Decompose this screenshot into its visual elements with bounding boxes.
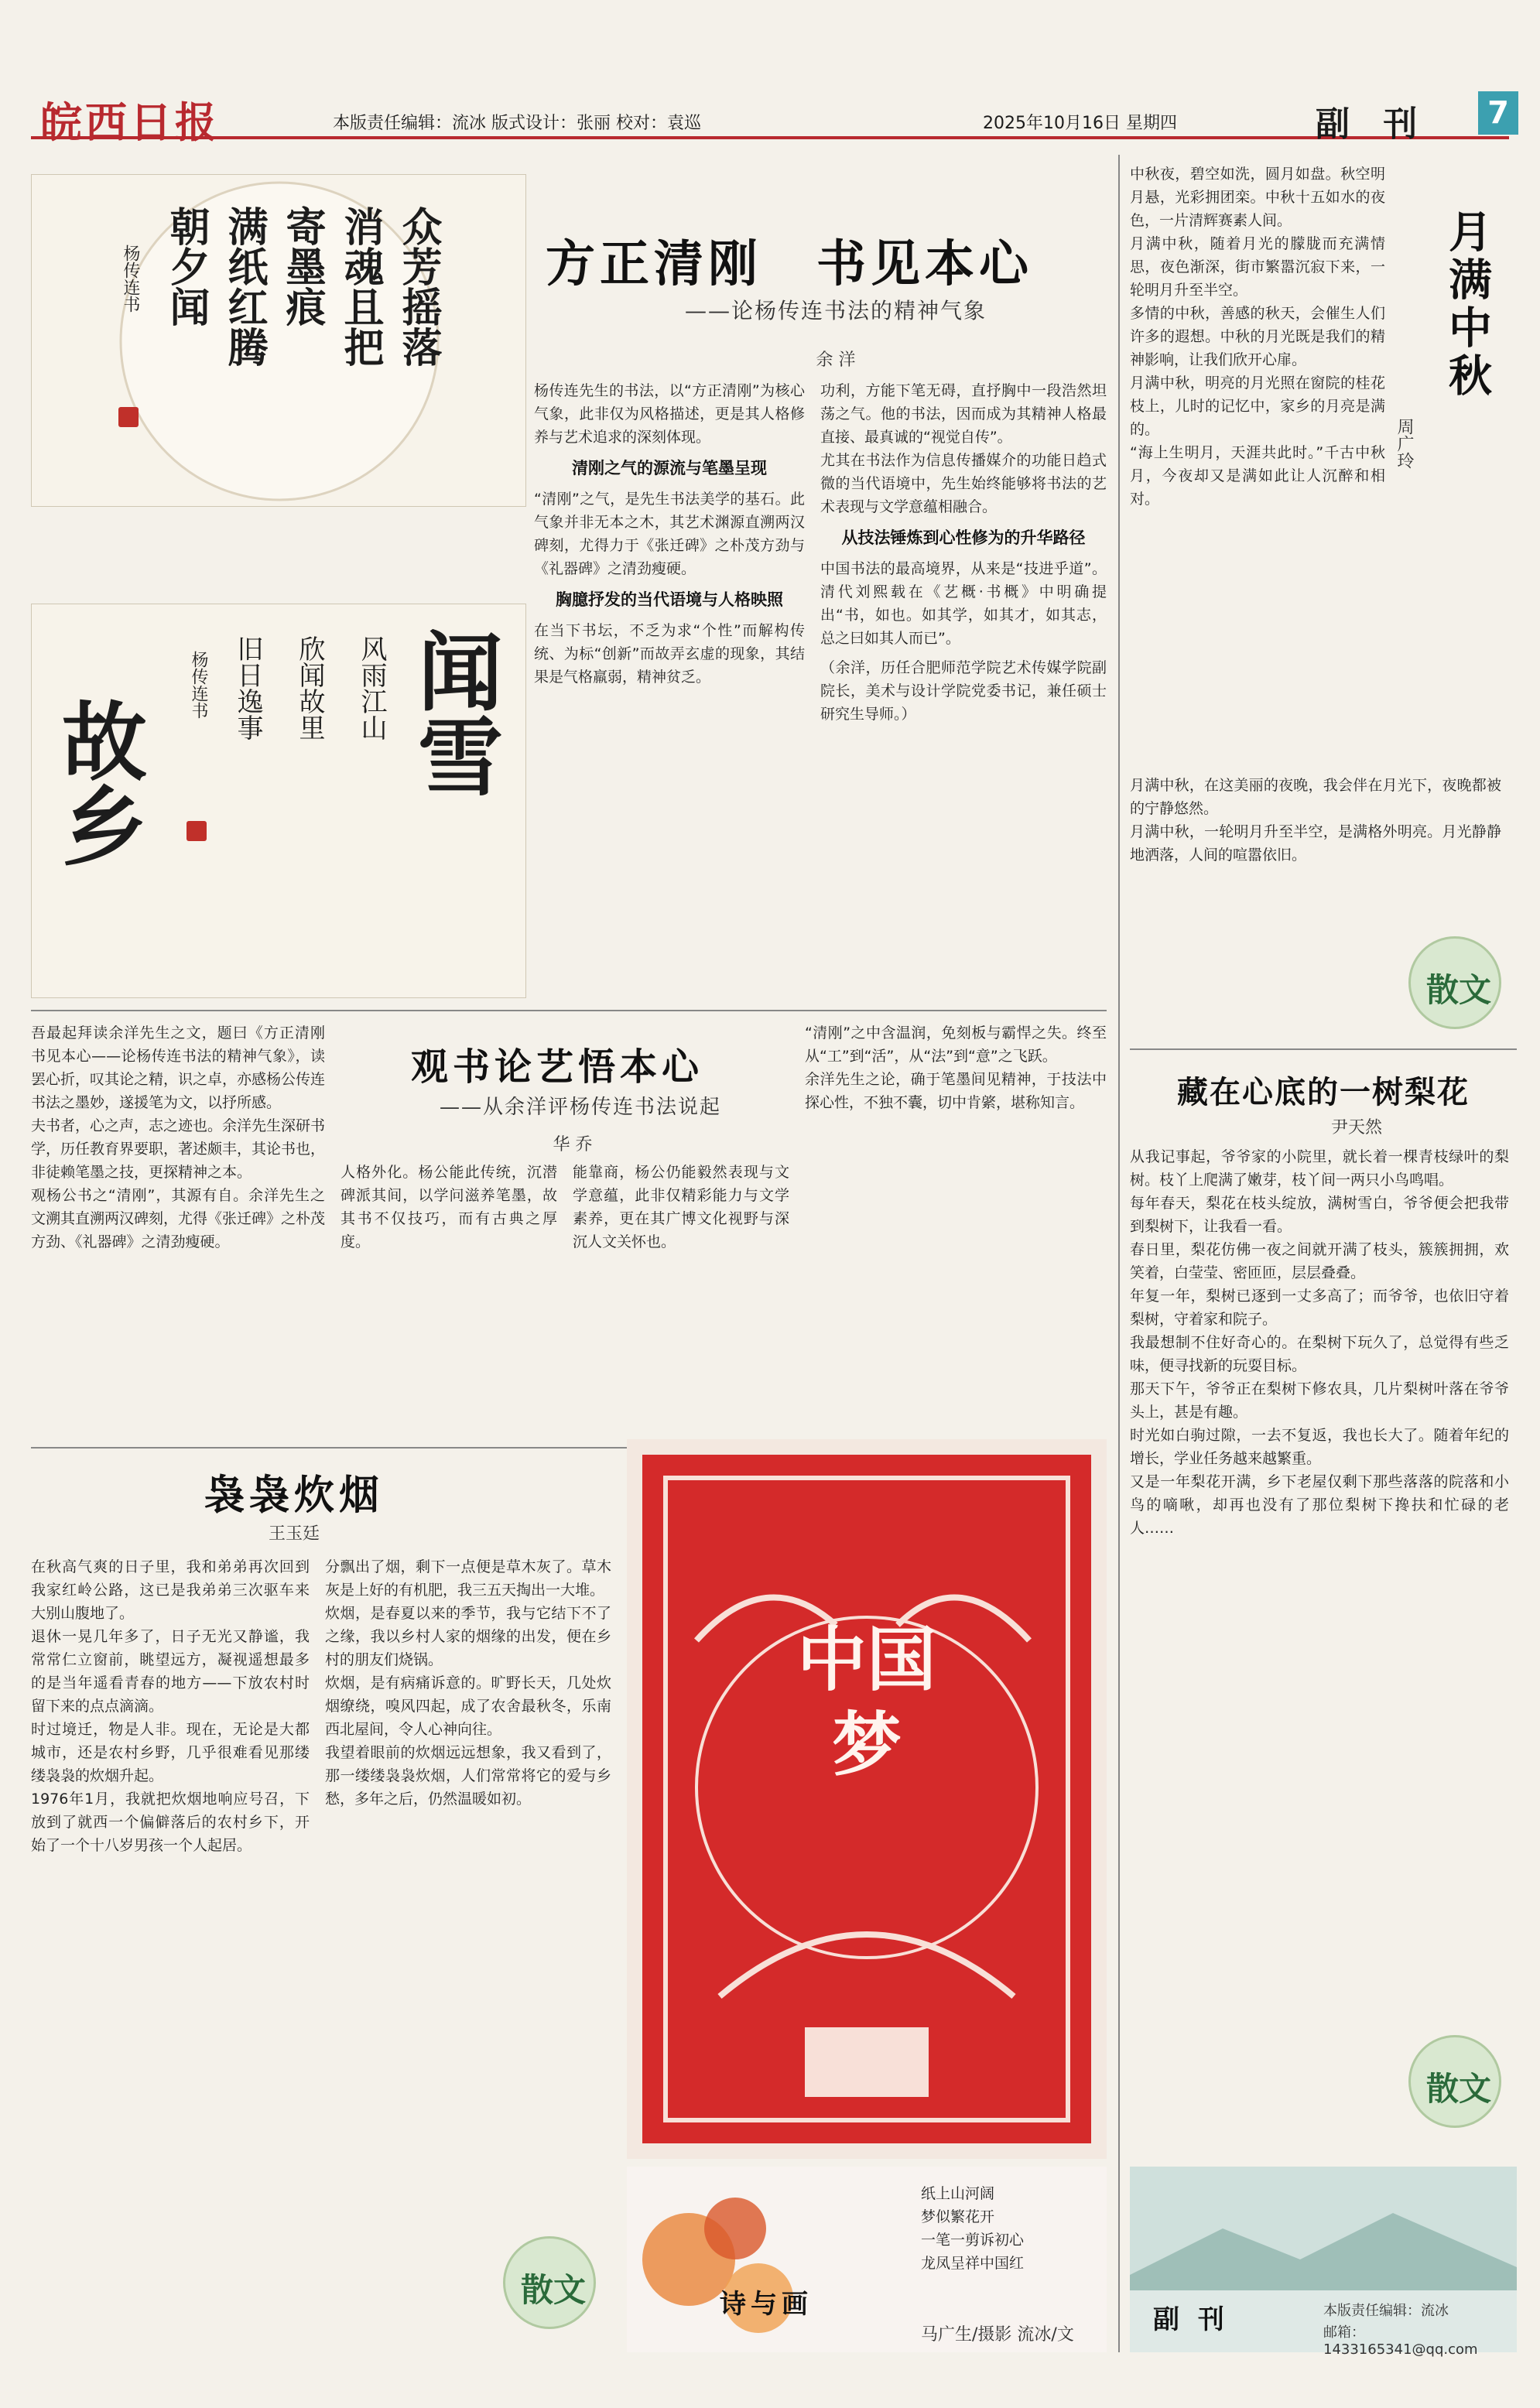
essay-badge — [503, 2236, 596, 2329]
newspaper-logo: 皖西日报 — [40, 97, 220, 147]
paragraph: 吾最起拜读余洋先生之文，题曰《方正清刚 书见本心——论杨传连书法的精神气象》，读罢心折，叹其论之精，识之卓，亦感杨公传连书法之墨妙，遂援笔为文，以抒所感。 — [31, 1024, 341, 1111]
paragraph: 月满中秋，在这美丽的夜晚，我会伴在月光下，夜晚都被的宁静悠然。 — [1130, 777, 1501, 817]
landscape-decoration — [1130, 2167, 1517, 2290]
calligraphy-line: 满纸红腾 — [221, 206, 268, 367]
column-divider — [1118, 155, 1120, 2352]
footer-section-label: 副 刊 — [1153, 2304, 1229, 2335]
paragraph: 在当下书坛，不乏为求“个性”而解构传统、为标“创新”而故弄玄虚的现象，其结果是气格羸弱，精神贫乏。 — [534, 622, 805, 686]
calligraphy-line: 寄墨痕 — [279, 206, 326, 327]
paragraph: 在秋高气爽的日子里，我和弟弟再次回到我家红岭公路，这已是我弟弟三次驱车来大别山腹地了。 — [31, 1558, 310, 1622]
calligraphy-signature: 杨传连书 — [189, 651, 208, 719]
section-heading: 清刚之气的源流与笔墨呈现 — [572, 459, 767, 477]
poem-line: 纸上山河阔 — [921, 2185, 995, 2202]
paragraph: 又是一年梨花开满，乡下老屋仅剩下那些落落的院落和小鸟的嘀啾，却再也没有了那位梨树下搀扶和忙碌的老人…… — [1130, 1473, 1509, 1537]
footer-email: 邮箱：1433165341@qq.com — [1323, 2324, 1478, 2358]
paragraph: “清刚”之中含温润，免刻板与霸悍之失。终至从“工”到“活”，从“法”到“意”之飞跃。 — [805, 1024, 1107, 1065]
paragraph: 炊烟，是有病痛诉意的。旷野长天，几处炊烟缭绕，嗅风四起，成了农舍最秋冬，乐南西北屋间，令人心神向往。 — [325, 1674, 611, 1738]
poem-line: 梦似繁花开 — [921, 2208, 995, 2225]
article-author: 尹天然 — [1331, 1118, 1383, 1137]
paragraph: 杨传连先生的书法，以“方正清刚”为核心气象，此非仅为风格描述，更是其人格修养与艺术追求的深刻体现。 — [534, 382, 805, 446]
section-title: 副 刊 — [1316, 104, 1429, 144]
paragraph: 炊烟，是春夏以来的季节，我与它结下不了之缘，我以乡村人家的烟缘的出发，便在乡村的朋友们烧锅。 — [325, 1605, 611, 1668]
paragraph: 余洋先生之论，确于笔墨间见精神，于技法中探心性，不独不囊，切中肯綮，堪称知言。 — [805, 1071, 1107, 1111]
article-title: 方正清刚 书见本心 — [546, 235, 1033, 293]
masthead — [31, 85, 1509, 147]
poem-line: 龙凤呈祥中国红 — [921, 2255, 1025, 2272]
article-title: 藏在心底的一树梨花 — [1177, 1074, 1470, 1110]
paragraph: 月满中秋，随着月光的朦胧而充满情思，夜色渐深，街市繁嚣沉寂下来，一轮明月升至半空。 — [1130, 235, 1385, 299]
article-title: 观书论艺悟本心 — [410, 1045, 703, 1089]
article-title-vertical: 月满中秋 — [1442, 209, 1493, 401]
section-divider — [1130, 1048, 1517, 1050]
essay-badge — [1408, 936, 1501, 1029]
paragraph: 尤其在书法作为信息传播媒介的功能日趋式微的当代语境中，先生始终能够将书法的艺术表现与文学意蕴相融合。 — [820, 452, 1107, 515]
poem-line: 一笔一剪诉初心 — [921, 2232, 1025, 2249]
papercut-illustration — [627, 1439, 1107, 2159]
editor-credits: 本版责任编辑：流冰 版式设计：张丽 校对：袁巡 — [333, 114, 701, 133]
article-title: 袅袅炊烟 — [204, 1472, 384, 1519]
paragraph: 春日里，梨花仿佛一夜之间就开满了枝头，簇簇拥拥，欢笑着，白莹莹、密匝匝，层层叠叠。 — [1130, 1241, 1509, 1281]
paragraph: 我望着眼前的炊烟远远想象，我又看到了，那一缕缕袅袅炊烟，人们常常将它的爱与乡愁，多年之后，仍然温暖如初。 — [325, 1744, 611, 1808]
section-heading: 胸臆抒发的当代语境与人格映照 — [556, 590, 783, 609]
calligraphy-big-characters: 故乡 — [48, 697, 148, 867]
article-column — [341, 1161, 557, 1439]
section-divider — [31, 1010, 1107, 1011]
paragraph: 时过境迁，物是人非。现在，无论是大都城市，还是农村乡野，几乎很难看见那缕缕袅袅的炊烟升起。 — [31, 1721, 310, 1784]
paragraph: 我最想制不住好奇心的。在梨树下玩久了，总觉得有些乏味，便寻找新的玩耍目标。 — [1130, 1334, 1509, 1374]
badge-label: 散文 — [1426, 2070, 1492, 2108]
paragraph: 月满中秋，一轮明月升至半空，是满格外明亮。月光静静地洒落，人间的喧嚣依旧。 — [1130, 823, 1501, 864]
papercut-title-characters: 中国梦 — [797, 1619, 936, 1786]
red-seal-stamp — [187, 821, 207, 841]
poem-title: 诗与画 — [720, 2289, 813, 2320]
paragraph: 从我记事起，爷爷家的小院里，就长着一棵青枝绿叶的梨树。枝丫上爬满了嫩芽，枝丫间一两只小鸟鸣唱。 — [1130, 1148, 1509, 1189]
calligraphy-small-line: 欣闻故里 — [294, 635, 325, 741]
paragraph: 多情的中秋，善感的秋天，会催生人们许多的遐想。中秋的月光既是我们的精神影响，让我们欣开心扉。 — [1130, 305, 1385, 368]
paragraph: 年复一年，梨树已逐到一丈多高了；而爷爷，也依旧守着梨树，守着家和院子。 — [1130, 1288, 1509, 1328]
paragraph: 时光如白驹过隙，一去不复返，我也长大了。随着年纪的增长，学业任务越来越繁重。 — [1130, 1427, 1509, 1467]
author-bio: （余洋，历任合肥师范学院艺术传媒学院副院长，美术与设计学院党委书记，兼任硕士研究生导师。） — [820, 659, 1107, 723]
paragraph: 人格外化。杨公能此传统，沉潜碑派其间，以学问滋养笔墨，故其书不仅技巧，而有古典之厚度。 — [341, 1164, 557, 1250]
calligraphy-artwork-round — [31, 174, 526, 507]
calligraphy-artwork-rect — [31, 604, 526, 998]
paragraph: 1976年1月，我就把炊烟地响应号召，下放到了就西一个偏僻落后的农村乡下，开始了一个十八岁男孩一个人起居。 — [31, 1791, 310, 1854]
paragraph: 月满中秋，明亮的月光照在窗院的桂花枝上，儿时的记忆中，家乡的月亮是满的。 — [1130, 375, 1385, 438]
article-column — [534, 379, 805, 998]
calligraphy-small-line: 风雨江山 — [356, 635, 387, 741]
article-column — [1130, 1145, 1509, 2151]
paragraph: “清刚”之气，是先生书法美学的基石。此气象并非无本之木，其艺术渊源直溯两汉碑刻，尤得力于《张迁碑》之朴茂方劲与《礼器碑》之清劲瘦硬。 — [534, 491, 805, 577]
article-column — [31, 1021, 341, 1439]
paragraph: 中国书法的最高境界，从来是“技进乎道”。清代刘熙载在《艺概·书概》中明确提出“书，如也。如其学，如其才，如其志，总之曰如其人而已”。 — [820, 560, 1107, 647]
calligraphy-signature: 杨传连书 — [121, 245, 140, 313]
article-column — [325, 1555, 611, 2352]
badge-label: 散文 — [1426, 971, 1492, 1009]
poem-block — [627, 2167, 1107, 2352]
red-seal-stamp — [118, 407, 139, 427]
paragraph: 那天下午，爷爷正在梨树下修农具，几片梨树叶落在爷爷头上，甚是有趣。 — [1130, 1380, 1509, 1421]
poem-credit: 马广生/摄影 流冰/文 — [921, 2325, 1074, 2345]
article-subtitle: ——论杨传连书法的精神气象 — [684, 298, 987, 323]
page-number-badge: 7 — [1478, 91, 1518, 135]
section-footer-box — [1130, 2167, 1517, 2358]
footer-editor: 本版责任编辑：流冰 — [1323, 2303, 1449, 2319]
paragraph: 观杨公书之“清刚”，其源有自。余洋先生之文溯其直溯两汉碑刻，尤得《张迁碑》之朴茂方劲、《礼器碑》之清劲瘦硬。 — [31, 1187, 326, 1250]
article-column — [820, 379, 1107, 998]
paragraph: 分飘出了烟，剩下一点便是草木灰了。草木灰是上好的有机肥，我三五天掏出一大堆。 — [325, 1558, 611, 1599]
badge-label: 散文 — [521, 2271, 587, 2309]
article-author: 余 洋 — [816, 351, 856, 370]
article-column — [805, 1021, 1107, 1439]
papercut-artwork — [627, 1439, 1107, 2159]
paragraph: 每年春天，梨花在枝头绽放，满树雪白，爷爷便会把我带到梨树下，让我看一看。 — [1130, 1195, 1509, 1235]
paragraph: 退休一晃几年多了，日子无光又静谧，我常常仁立窗前，眺望远方，凝视遥想最多的是当年遥看青春的地方——下放农村时留下来的点点滴滴。 — [31, 1628, 310, 1715]
paragraph: 中秋夜，碧空如洗，圆月如盘。秋空明月悬，光彩拥团栾。中秋十五如水的夜色，一片清辉赛素人间。 — [1130, 166, 1385, 229]
article-author: 周广玲 — [1395, 418, 1414, 469]
calligraphy-line: 消魂且把 — [337, 206, 384, 367]
paragraph: 夫书者，心之声，志之迹也。余洋先生深研书学，历任教育界要职，著述颇丰，其论书也，非徒赖笔墨之技，更探精神之本。 — [31, 1117, 326, 1181]
article-subtitle: ——从余洋评杨传连书法说起 — [439, 1096, 721, 1119]
essay-badge — [1408, 2035, 1501, 2128]
leaf-decoration — [627, 2167, 820, 2352]
calligraphy-line: 众芳摇落 — [395, 206, 442, 367]
article-author: 王玉廷 — [268, 1524, 320, 1544]
issue-date: 2025年10月16日 星期四 — [983, 114, 1177, 133]
calligraphy-line: 朝夕闻 — [163, 206, 210, 327]
paragraph: “海上生明月，天涯共此时。”千古中秋月，今夜却又是满如此让人沉醉和相对。 — [1130, 444, 1385, 508]
article-column — [573, 1161, 789, 1439]
paragraph: 能靠商，杨公仍能毅然表现与文学意蕴，此非仅精彩能力与文学素养，更在其广博文化视野与深沉人文关怀也。 — [573, 1164, 789, 1250]
article-author: 华 乔 — [553, 1135, 593, 1154]
article-column — [31, 1555, 310, 2352]
section-heading: 从技法锤炼到心性修为的升华路径 — [841, 528, 1086, 547]
paragraph: 功利，方能下笔无碍，直抒胸中一段浩然坦荡之气。他的书法，因而成为其精神人格最直接、最真诚的“视觉自传”。 — [820, 382, 1107, 446]
calligraphy-small-line: 旧日逸事 — [232, 635, 263, 741]
calligraphy-big-characters: 闻雪 — [404, 628, 504, 798]
